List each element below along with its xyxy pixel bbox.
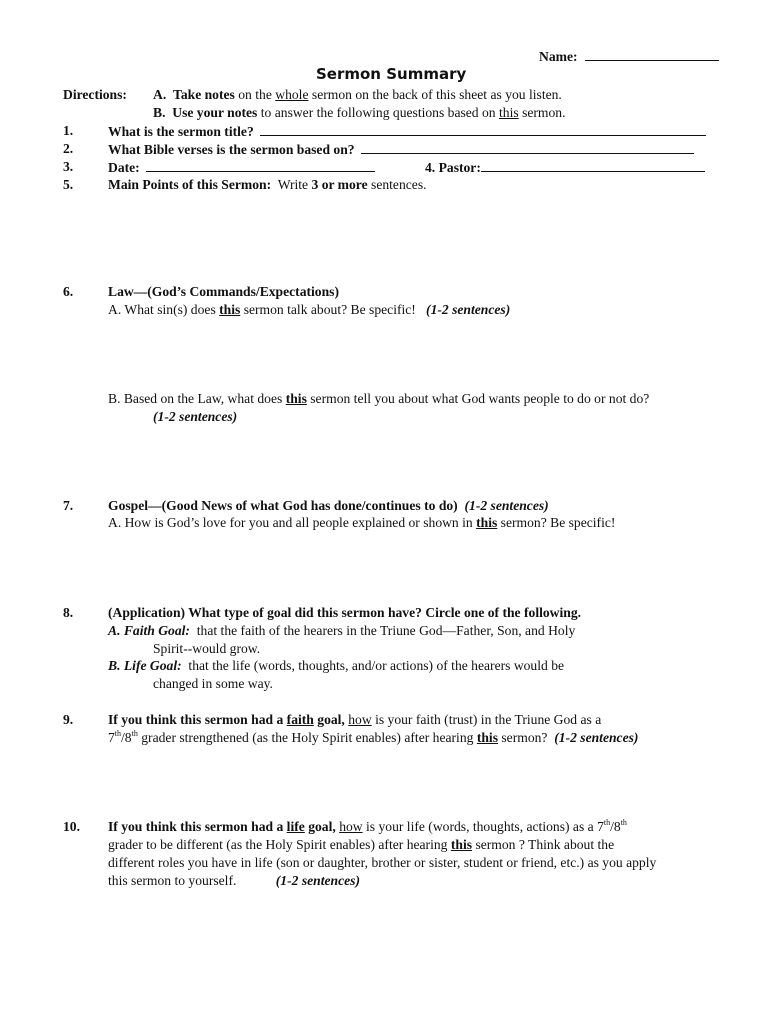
bible-verses-line[interactable]	[361, 140, 694, 154]
q8-number: 8.	[63, 605, 74, 620]
q6-part-b: B. Based on the Law, what does this sermon tell you about what God wants people to do or not do?	[108, 391, 650, 406]
q9-line2: 7th/8th grader strengthened (as the Holy Spirit enables) after hearing this sermon? (1-2 sentences)	[108, 729, 639, 745]
q6-number: 6.	[63, 284, 74, 299]
q1-number: 1.	[63, 123, 74, 138]
name-label: Name:	[539, 49, 578, 64]
q4-pastor: 4. Pastor:	[425, 158, 705, 177]
q10-line2: grader to be different (as the Holy Spirit enables) after hearing this sermon ? Think about the	[108, 837, 615, 852]
q7-number: 7.	[63, 498, 74, 513]
name-field[interactable]	[539, 47, 719, 66]
q6-heading: Law—(God’s Commands/Expectations)	[108, 284, 339, 299]
q3-date: Date:	[108, 158, 375, 177]
q8-faith-goal-cont: Spirit--would grow.	[153, 641, 261, 656]
q8-faith-goal-option[interactable]: A. Faith Goal: that the faith of the hearers in the Triune God—Father, Son, and Holy	[108, 623, 576, 638]
direction-a: A. Take notes on the whole sermon on the back of this sheet as you listen.	[153, 87, 562, 102]
q1-sermon-title: What is the sermon title?	[108, 122, 706, 141]
direction-b: B. Use your notes to answer the following questions based on this sermon.	[153, 105, 566, 120]
page-title: Sermon Summary	[316, 65, 467, 83]
q8-heading: (Application) What type of goal did this sermon have? Circle one of the following.	[108, 605, 582, 620]
q10-line1: If you think this sermon had a life goal, how is your life (words, thoughts, actions) as a 7th/8th	[108, 818, 627, 834]
pastor-line[interactable]	[481, 158, 705, 172]
name-input-line[interactable]	[585, 47, 719, 61]
q10-line3: different roles you have in life (son or daughter, brother or sister, student or friend, etc.) as you apply	[108, 855, 657, 870]
q8-life-goal-option[interactable]: B. Life Goal: that the life (words, thoughts, and/or actions) of the hearers would be	[108, 658, 565, 673]
date-line[interactable]	[146, 158, 375, 172]
q2-number: 2.	[63, 141, 74, 156]
q2-bible-verses: What Bible verses is the sermon based on?	[108, 140, 694, 159]
q9-line1: If you think this sermon had a faith goal, how is your faith (trust) in the Triune God as a	[108, 712, 602, 727]
directions-label: Directions:	[63, 87, 127, 102]
q8-life-goal-cont: changed in some way.	[153, 676, 273, 691]
q10-line4: this sermon to yourself. (1-2 sentences)	[108, 873, 360, 888]
q10-number: 10.	[63, 819, 80, 834]
q7-part-a: A. How is God’s love for you and all people explained or shown in this sermon? Be specific!	[108, 515, 616, 530]
q5-number: 5.	[63, 177, 74, 192]
q9-number: 9.	[63, 712, 74, 727]
q3-number: 3.	[63, 159, 74, 174]
q6-part-b-hint: (1-2 sentences)	[153, 409, 238, 424]
q6-part-a: A. What sin(s) does this sermon talk about? Be specific! (1-2 sentences)	[108, 302, 511, 317]
sermon-title-line[interactable]	[260, 122, 706, 136]
q7-heading: Gospel—(Good News of what God has done/continues to do) (1-2 sentences)	[108, 498, 549, 513]
q5-main-points: Main Points of this Sermon: Write 3 or more sentences.	[108, 177, 427, 192]
